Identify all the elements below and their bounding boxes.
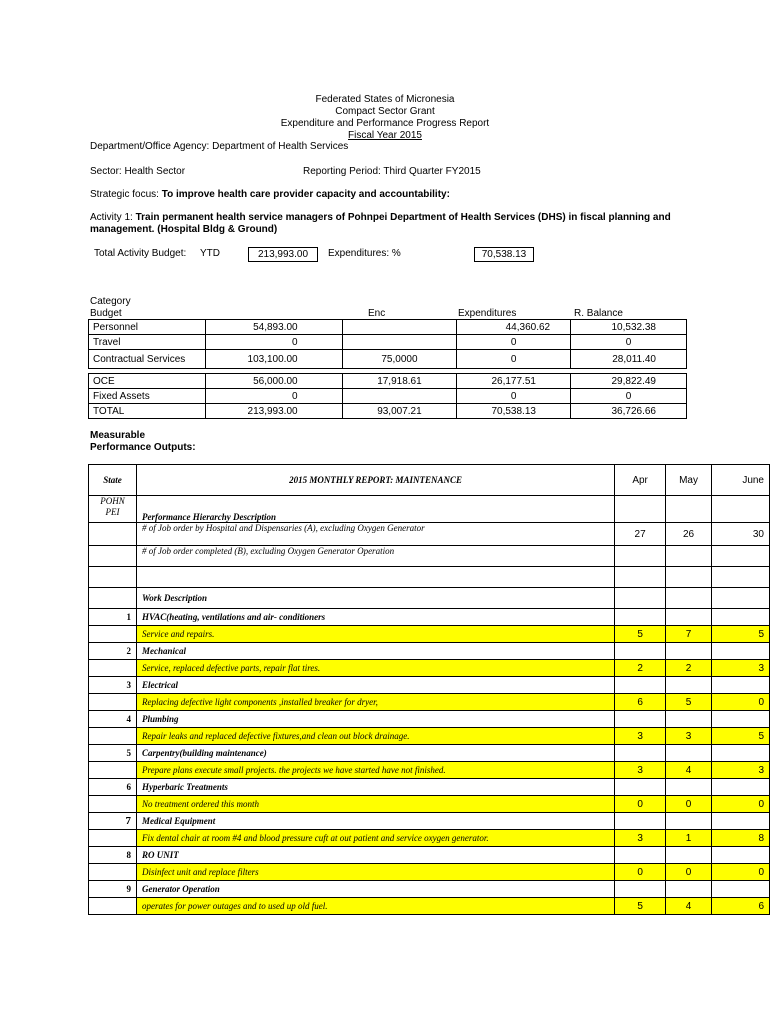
item-may: 5 [666, 694, 712, 711]
activity-label: Activity 1: [90, 212, 133, 223]
item-title: Mechanical [136, 643, 614, 660]
month-may: May [666, 465, 712, 496]
item-detail-row [89, 830, 770, 847]
item-title: Electrical [136, 677, 614, 694]
row-enc [342, 389, 457, 404]
report-header-line2: Compact Sector Grant [335, 106, 435, 117]
item-june: 6 [712, 898, 770, 915]
row-exp: 44,360.62 [457, 320, 571, 335]
row-exp: 70,538.13 [457, 404, 571, 419]
row-budget: 56,000.00 [205, 374, 342, 389]
item-detail-row [89, 626, 770, 643]
item-title: Generator Operation [136, 881, 614, 898]
row-exp: 0 [457, 389, 571, 404]
row-bal: 10,532.38 [571, 320, 687, 335]
measurable-label: Measurable [90, 430, 146, 441]
table-row [89, 404, 687, 419]
department-line: Department/Office Agency: Department of Health Services [90, 141, 349, 152]
item-detail-row [89, 898, 770, 915]
item-detail-row [89, 864, 770, 881]
table-row [89, 320, 687, 335]
job-orders-label: # of Job order by Hospital and Dispensaries (A), excluding Oxygen Generator [136, 523, 614, 546]
state-value-line2: PEI [105, 507, 120, 517]
item-title-row [89, 813, 770, 830]
item-june: 5 [712, 728, 770, 745]
item-may: 0 [666, 796, 712, 813]
item-detail: operates for power outages and to used up old fuel. [136, 898, 614, 915]
item-detail-row [89, 728, 770, 745]
hierarchy-label: Performance Hierarchy Description [136, 496, 614, 523]
item-title: Plumbing [136, 711, 614, 728]
item-detail: No treatment ordered this month [136, 796, 614, 813]
item-index: 6 [89, 779, 137, 796]
table-row [89, 546, 770, 567]
row-exp: 0 [457, 350, 571, 369]
item-june: 0 [712, 864, 770, 881]
row-budget: 103,100.00 [205, 350, 342, 369]
item-apr: 6 [615, 694, 666, 711]
report-header-line4: Fiscal Year 2015 [348, 130, 422, 141]
item-index: 8 [89, 847, 137, 864]
ytd-label: YTD [200, 248, 220, 259]
item-may: 7 [666, 626, 712, 643]
state-value-line1: POHN [100, 496, 125, 506]
item-index: 2 [89, 643, 137, 660]
item-june: 0 [712, 694, 770, 711]
item-detail: Fix dental chair at room #4 and blood pressure cuft at out patient and service oxygen generator. [136, 830, 614, 847]
item-title-row [89, 847, 770, 864]
item-title-row [89, 745, 770, 762]
row-enc: 75,0000 [342, 350, 457, 369]
item-title-row [89, 643, 770, 660]
category-label: Category [90, 296, 131, 307]
item-apr: 0 [615, 796, 666, 813]
item-detail: Disinfect unit and replace filters [136, 864, 614, 881]
item-apr: 5 [615, 626, 666, 643]
item-may: 0 [666, 864, 712, 881]
item-apr: 2 [615, 660, 666, 677]
row-bal: 0 [571, 335, 687, 350]
row-budget: 54,893.00 [205, 320, 342, 335]
row-enc: 93,007.21 [342, 404, 457, 419]
activity-value-2: management. (Hospital Bldg & Ground) [90, 224, 278, 235]
item-june: 0 [712, 796, 770, 813]
item-may: 1 [666, 830, 712, 847]
item-title-row [89, 677, 770, 694]
row-name: Contractual Services [89, 350, 206, 369]
item-index: 1 [89, 609, 137, 626]
row-exp: 26,177.51 [457, 374, 571, 389]
job-orders-may: 26 [666, 523, 712, 546]
item-index: 9 [89, 881, 137, 898]
table-row [89, 523, 770, 546]
report-header-line3: Expenditure and Performance Progress Report [280, 118, 490, 129]
item-index: 7 [89, 813, 137, 830]
item-may: 4 [666, 898, 712, 915]
item-index: 4 [89, 711, 137, 728]
total-activity-budget-label: Total Activity Budget: [94, 248, 187, 259]
row-bal: 0 [571, 389, 687, 404]
budget-label: Budget [90, 308, 122, 319]
item-june: 3 [712, 660, 770, 677]
activity-description [90, 212, 690, 236]
table-row [89, 389, 687, 404]
table-row [89, 588, 770, 609]
item-detail-row [89, 694, 770, 711]
item-title-row [89, 609, 770, 626]
sector-line: Sector: Health Sector [90, 166, 186, 177]
balance-header: R. Balance [574, 308, 623, 319]
month-june: June [712, 465, 770, 496]
job-orders-apr: 27 [615, 523, 666, 546]
row-enc [342, 335, 457, 350]
row-enc [342, 320, 457, 335]
table-header-row [89, 465, 770, 496]
job-completed-label: # of Job order completed (B), excluding Oxygen Generator Operation [136, 546, 614, 567]
item-apr: 0 [615, 864, 666, 881]
table-row [89, 496, 770, 523]
strategic-focus-value: To improve health care provider capacity and accountability: [161, 189, 450, 200]
row-exp: 0 [457, 335, 571, 350]
table-row [89, 374, 687, 389]
expenditures-header: Expenditures [458, 308, 517, 319]
item-title: RO UNIT [136, 847, 614, 864]
performance-outputs-label: Performance Outputs: [90, 442, 196, 453]
budget-table [88, 319, 687, 419]
ytd-value: 213,993.00 [248, 247, 318, 262]
reporting-period: Reporting Period: Third Quarter FY2015 [303, 166, 481, 177]
report-title: 2015 MONTHLY REPORT: MAINTENANCE [136, 465, 614, 496]
item-title: Carpentry(building maintenance) [136, 745, 614, 762]
row-name: Travel [89, 335, 206, 350]
item-may: 3 [666, 728, 712, 745]
item-june: 8 [712, 830, 770, 847]
expenditures-value: 70,538.13 [474, 247, 534, 262]
item-apr: 3 [615, 762, 666, 779]
item-detail: Service, replaced defective parts, repair flat tires. [136, 660, 614, 677]
row-bal: 36,726.66 [571, 404, 687, 419]
row-name: Fixed Assets [89, 389, 206, 404]
item-may: 2 [666, 660, 712, 677]
item-title: Medical Equipment [136, 813, 614, 830]
item-apr: 3 [615, 830, 666, 847]
enc-header: Enc [368, 308, 386, 319]
state-value [89, 496, 137, 523]
item-detail-row [89, 762, 770, 779]
table-row [89, 350, 687, 369]
table-row [89, 567, 770, 588]
month-apr: Apr [615, 465, 666, 496]
activity-value: Train permanent health service managers of Pohnpei Department of Health Services (DHS) in fiscal planning and [135, 212, 671, 223]
performance-table [88, 464, 770, 915]
row-name: TOTAL [89, 404, 206, 419]
item-detail-row [89, 796, 770, 813]
state-header: State [89, 465, 137, 496]
work-description-label: Work Description [136, 588, 614, 609]
row-budget: 0 [205, 335, 342, 350]
job-orders-june: 30 [712, 523, 770, 546]
item-index: 3 [89, 677, 137, 694]
report-header-line1: Federated States of Micronesia [315, 94, 455, 105]
row-bal: 28,011.40 [571, 350, 687, 369]
item-title-row [89, 779, 770, 796]
item-index: 5 [89, 745, 137, 762]
strategic-focus [90, 189, 450, 200]
item-detail: Service and repairs. [136, 626, 614, 643]
expenditures-label: Expenditures: % [328, 248, 401, 259]
item-title-row [89, 881, 770, 898]
row-budget: 0 [205, 389, 342, 404]
strategic-focus-label: Strategic focus: [90, 189, 159, 200]
item-may: 4 [666, 762, 712, 779]
item-title-row [89, 711, 770, 728]
item-apr: 3 [615, 728, 666, 745]
item-apr: 5 [615, 898, 666, 915]
row-bal: 29,822.49 [571, 374, 687, 389]
item-june: 5 [712, 626, 770, 643]
table-row [89, 335, 687, 350]
item-detail: Replacing defective light components ,installed breaker for dryer, [136, 694, 614, 711]
row-enc: 17,918.61 [342, 374, 457, 389]
row-budget: 213,993.00 [205, 404, 342, 419]
row-name: Personnel [89, 320, 206, 335]
item-detail-row [89, 660, 770, 677]
item-title: HVAC(heating, ventilations and air- conditioners [136, 609, 614, 626]
row-name: OCE [89, 374, 206, 389]
item-detail: Prepare plans execute small projects. the projects we have started have not finished. [136, 762, 614, 779]
item-june: 3 [712, 762, 770, 779]
item-title: Hyperbaric Treatments [136, 779, 614, 796]
item-detail: Repair leaks and replaced defective fixtures,and clean out block drainage. [136, 728, 614, 745]
